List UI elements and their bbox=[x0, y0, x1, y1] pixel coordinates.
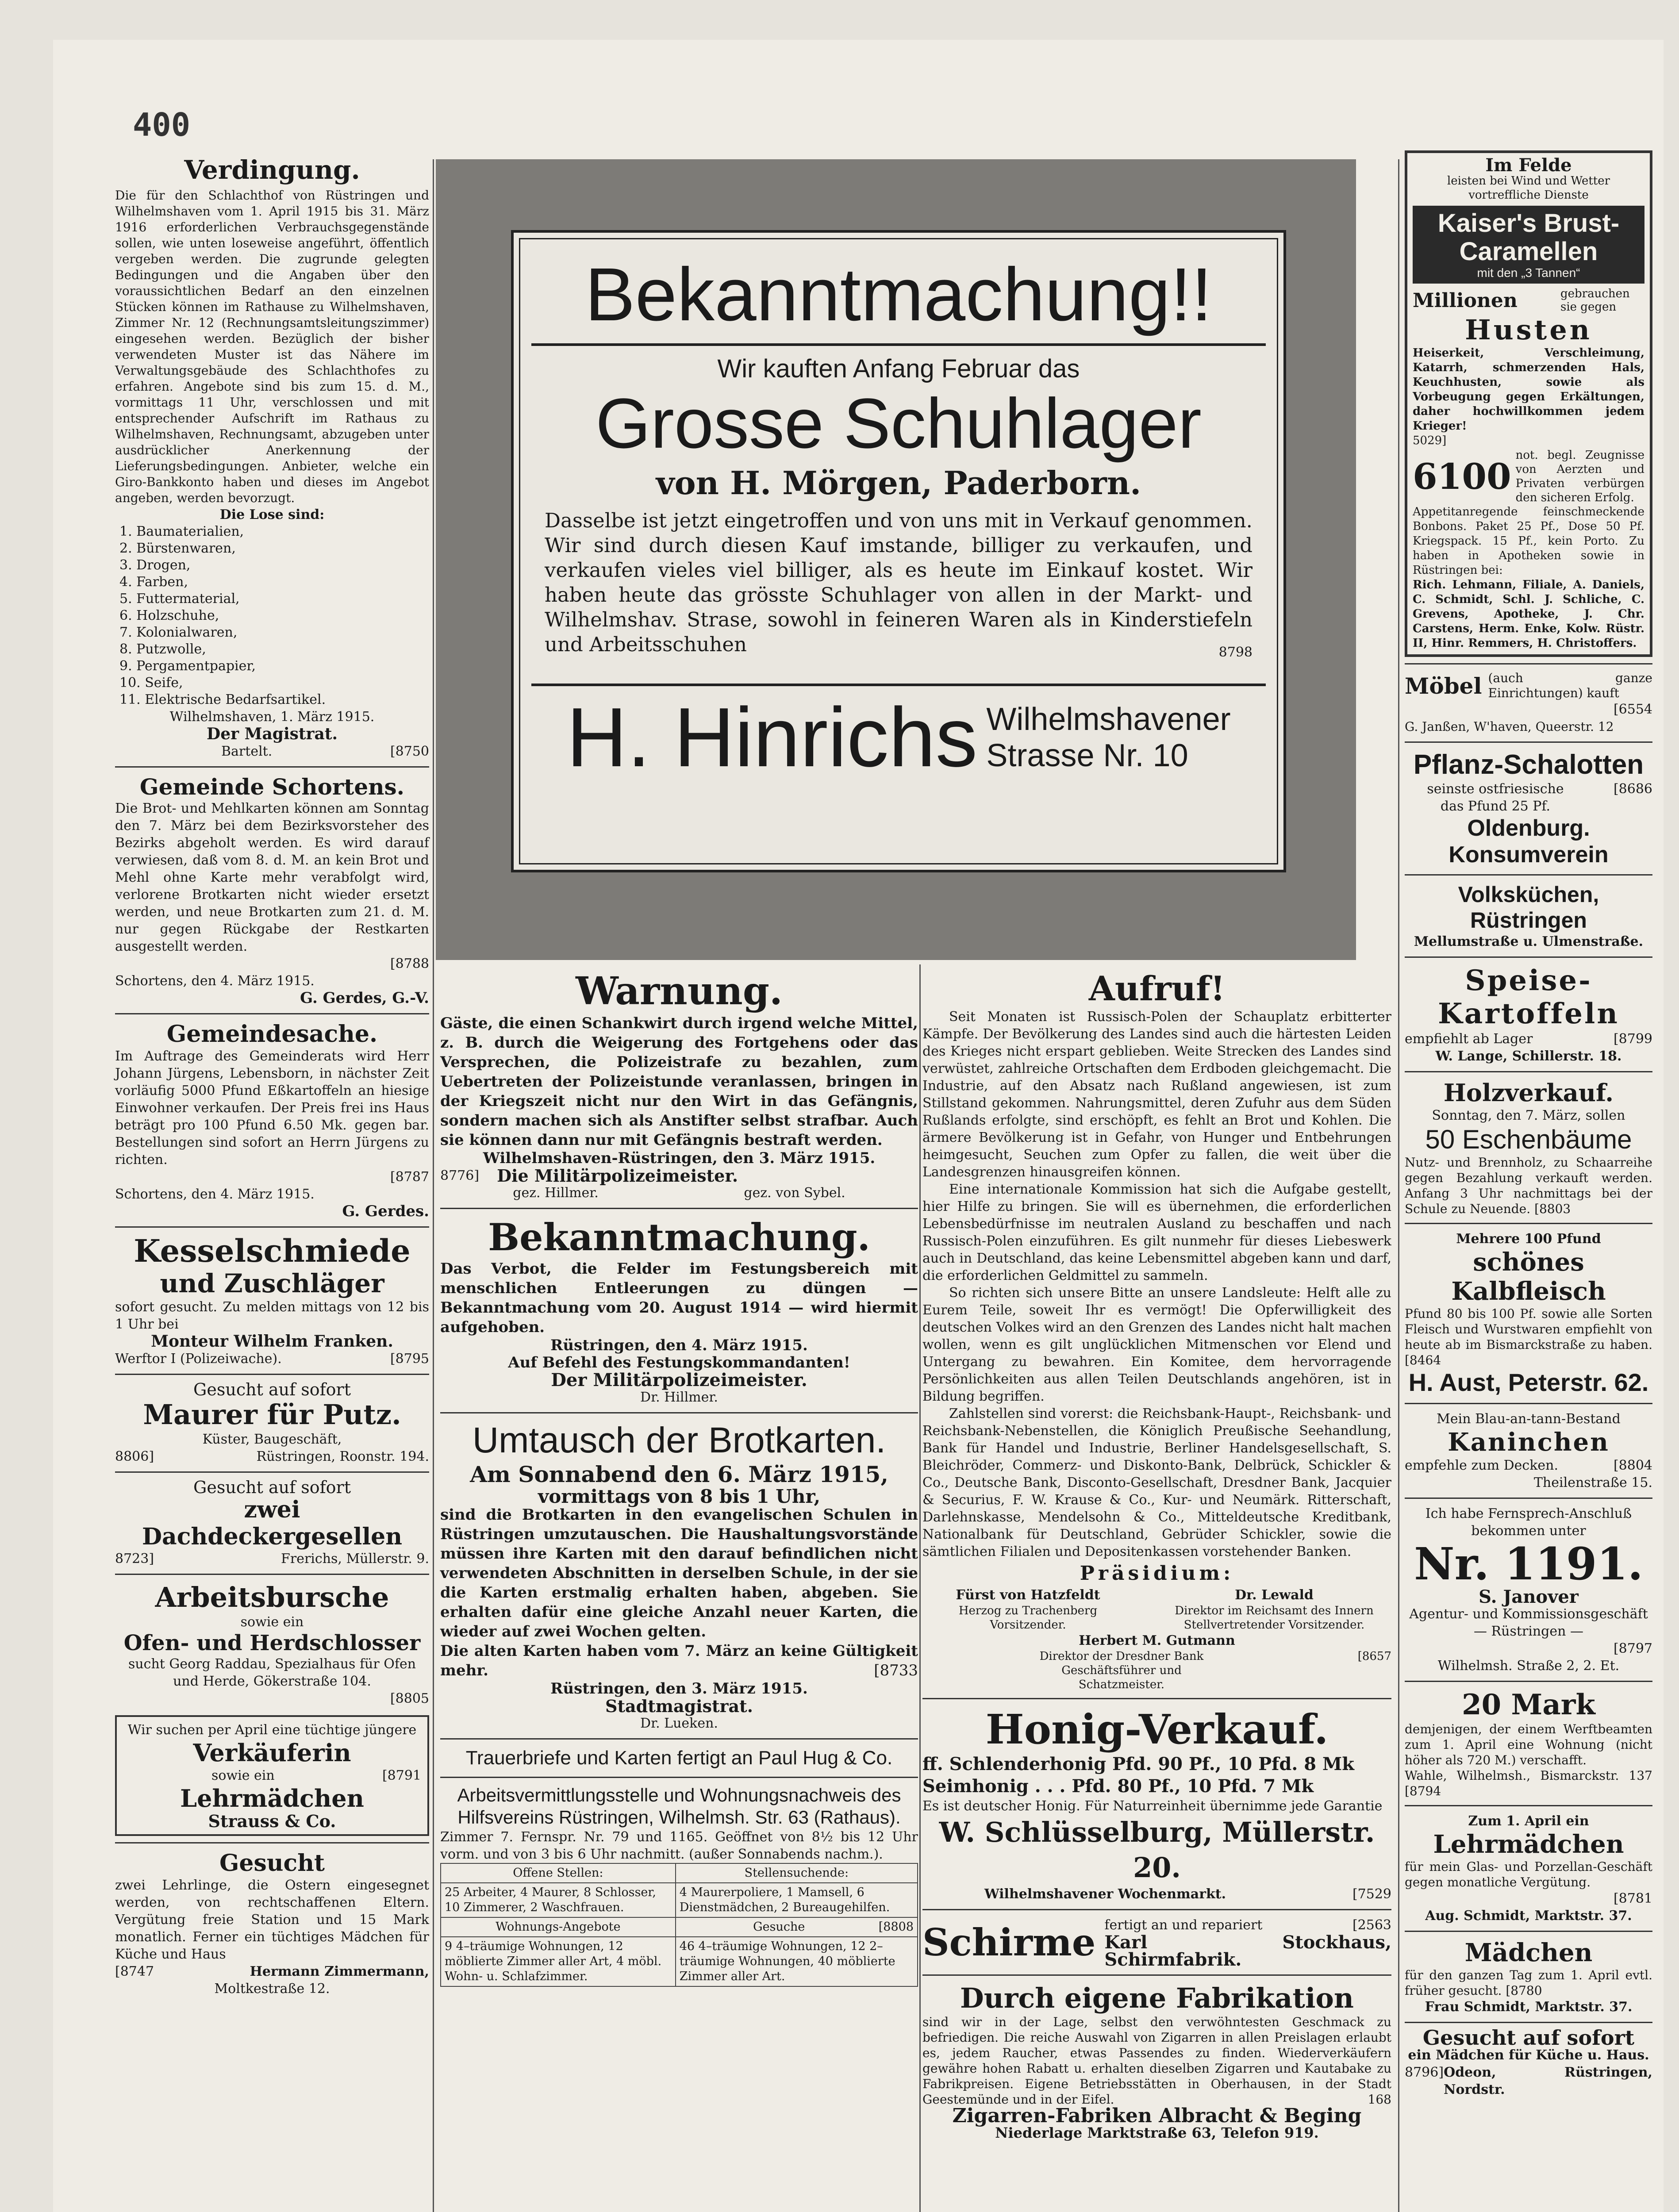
divider bbox=[1405, 1805, 1652, 1806]
divider bbox=[1405, 1931, 1652, 1932]
ad-body: demjenigen, der einem Werftbeamten zum 1. April eine Wohnung (nicht höher als 720 M.) verschafft. bbox=[1405, 1722, 1652, 1767]
ad-number: [6554 bbox=[1613, 702, 1652, 717]
ad-number: [8799 bbox=[1613, 1031, 1652, 1047]
ad-number: [8787 bbox=[390, 1169, 429, 1185]
notice-body: Zimmer 7. Fernspr. Nr. 79 und 1165. Geöffnet von 8½ bis 12 Uhr vorm. und von 3 bis 6 Uhr nachmitt. (außer Sonnabends nachm.). bbox=[440, 1829, 918, 1862]
ad-title: Möbel bbox=[1405, 672, 1482, 699]
table-header: Stellensuchende: bbox=[676, 1863, 918, 1883]
table-row bbox=[441, 1937, 918, 1986]
ad-line: fertigt an und repariert bbox=[1104, 1917, 1263, 1933]
newspaper-page bbox=[53, 40, 1664, 2212]
notice-signer: Der Magistrat. bbox=[207, 725, 338, 743]
kessel-ad bbox=[115, 1234, 429, 1367]
ad-title: Holzverkauf. bbox=[1443, 1079, 1614, 1107]
ad-name: Monteur Wilhelm Franken. bbox=[151, 1332, 393, 1351]
praesidium-label: Präsidium: bbox=[1080, 1562, 1234, 1585]
ad-title: Ofen- und Herdschlosser bbox=[123, 1631, 421, 1655]
notice-body: Die Brot- und Mehlkarten können am Sonntag den 7. März bei dem Bezirksvorsteher des Bezirks abgeholt werden. Es wird darauf verwiesen, daß vom 8. d. M. an kein Brot und Mehl ohne Karte mehr verabfolgt wird, verlorene Brotkarten nicht wieder ersetzt werden, und neue Brotkarten zum 21. d. M. nur gegen Rückgabe der Restkarten ausgestellt werden. bbox=[115, 801, 429, 954]
ad-number: [8791 bbox=[382, 1768, 421, 1783]
divider bbox=[922, 1698, 1391, 1699]
schortens-notice bbox=[115, 774, 429, 1007]
ad-address: Niederlage Marktstraße 63, Telefon 919. bbox=[995, 2124, 1319, 2141]
ad-number: [8780 bbox=[1506, 1983, 1542, 1998]
divider bbox=[1405, 2022, 1652, 2023]
ad-line: Ich habe Fernsprech-Anschluß bekommen unter bbox=[1425, 1506, 1632, 1539]
divider bbox=[1405, 1681, 1652, 1682]
notice-paragraph: Seit Monaten ist Russisch-Polen der Schauplatz erbitterter Kämpfe. Der Bevölkerung des Landes sind auch die härtesten Leiden des Krieges nicht erspart geblieben. Weite Strecken des Landes sind verwüstet, zahlreiche Ortschaften dem Erdboden gleichgemacht. Die Industrie, auf den Absatz nach Rußland angewiesen, ist zum Stillstand gekommen. Nahrungsmittel, deren Zufuhr aus dem Süden Rußlands erfolgte, sind erschöpft, es fehlt an Brot und Kohlen. Die ärmere Bevölkerung ist in Gefahr, von Hunger und Entbehrungen heimgesucht, Seuchen zum Opfer zu fallen, die weit über die Landesgrenzen hinausgreifen können. bbox=[922, 1009, 1391, 1180]
notice-place: Wilhelmshaven-Rüstringen, den 3. März 1915. bbox=[483, 1149, 876, 1167]
ad-number: [8750 bbox=[390, 744, 429, 759]
notice-title: Warnung. bbox=[576, 969, 783, 1014]
ad-body: Pfund 80 bis 100 Pf. sowie alle Sorten Fleisch und Wurstwaren empfiehlt von heute ab im Bismarckstraße zu haben. bbox=[1405, 1306, 1652, 1352]
notice-name: gez. Hillmer. bbox=[513, 1185, 599, 1201]
notice-signer: G. Gerdes, G.-V. bbox=[300, 989, 429, 1007]
ad-address: Theilenstraße 15. bbox=[1533, 1475, 1652, 1490]
brand-banner bbox=[1413, 206, 1644, 284]
ad-body: Agentur- und Kommissionsgeschäft — Rüstringen — bbox=[1409, 1606, 1648, 1639]
column-4 bbox=[1405, 150, 1652, 2098]
ad-big-number: 6100 bbox=[1413, 456, 1511, 497]
ad-title: Lehrmädchen bbox=[1433, 1830, 1624, 1859]
kaisers-ad bbox=[1405, 150, 1652, 657]
table-cell: 9 4–träumige Wohnungen, 12 möblierte Zimmer aller Art, 4 möbl. Wohn- u. Schlafzimmer. bbox=[441, 1937, 676, 1986]
kueche-ad bbox=[1405, 2026, 1652, 2098]
ad-line: seinste ostfriesische das Pfund 25 Pf. bbox=[1427, 781, 1564, 814]
divider bbox=[115, 766, 429, 768]
divider bbox=[922, 1909, 1391, 1910]
aufruf-notice bbox=[922, 969, 1391, 1692]
ad-number: [8464 bbox=[1405, 1353, 1441, 1367]
ad-title: Pflanz-Schalotten bbox=[1413, 749, 1644, 780]
honig-ad bbox=[922, 1705, 1391, 1903]
table-cell: 4 Maurerpoliere, 1 Mamsell, 6 Dienstmädchen, 2 Bureaugehilfen. bbox=[676, 1883, 918, 1917]
signer-role: Direktor im Reichsamt des Innern Stellvertretender Vorsitzender. bbox=[1175, 1604, 1374, 1632]
notice-title: Gemeindesache. bbox=[166, 1021, 378, 1048]
ad-line: Es ist deutscher Honig. Für Naturreinheit übernimme jede Garantie bbox=[922, 1798, 1383, 1814]
notice-body: Das Verbot, die Felder im Festungsbereich mit menschlichen Entleerungen zu düngen — Bekanntmachung vom 20. August 1914 — wird hiermit aufgehoben. bbox=[440, 1260, 918, 1336]
ad-name: S. Janover bbox=[1479, 1586, 1579, 1607]
ad-title: Kesselschmiede bbox=[134, 1233, 411, 1269]
maedchen-ad bbox=[1405, 1938, 1652, 2016]
notice-body: sind die Brotkarten in den evangelischen Schulen in Rüstringen umzutauschen. Die Haushaltungsvorstände müssen ihre Karten mit den darauf befindlichen nicht verwendeten Abschnitten in derselben Schule, in der sie die Karten erstmalig erhalten haben, abgeben. Sie erhalten dafür eine gleiche Anzahl neuer Karten, die wieder auf zwei Wochen gelten. bbox=[440, 1506, 918, 1640]
ad-title: Gesucht bbox=[219, 1850, 325, 1877]
moebel-ad bbox=[1405, 671, 1652, 735]
ad-body: not. begl. Zeugnisse von Aerzten und Privaten verbürgen den sicheren Erfolg. bbox=[1515, 449, 1644, 504]
ad-title: Maurer für Putz. bbox=[143, 1398, 401, 1431]
ad-title: Durch eigene Fabrikation bbox=[960, 1982, 1354, 2014]
table-header: Wohnungs-Angebote bbox=[441, 1917, 676, 1937]
divider bbox=[440, 1738, 918, 1740]
ad-number: [8794 bbox=[1405, 1784, 1441, 1798]
column-1 bbox=[115, 155, 429, 1997]
notice-title: Arbeitsvermittlungsstelle und Wohnungsnachweis des Hilfsvereins Rüstringen, Wilhelmsh. Str. 63 (Rathaus). bbox=[457, 1785, 901, 1828]
notice-place: Rüstringen, den 3. März 1915. bbox=[550, 1680, 808, 1697]
ad-address: Rüstringen, Roonstr. 194. bbox=[256, 1449, 429, 1464]
ad-line: Sonntag, den 7. März, sollen bbox=[1432, 1108, 1625, 1123]
ad-title: zwei Dachdeckergesellen bbox=[142, 1496, 403, 1550]
ad-body: zwei Lehrlinge, die Ostern eingesegnet werden, von rechtschaffenen Eltern. Vergütung freie Station und 15 Mark monatlich. Ferner ein tüchtiges Mädchen für Küche und Haus bbox=[115, 1878, 429, 1962]
notice-line: Die alten Karten haben vom 7. März an keine Gültigkeit mehr. bbox=[440, 1642, 918, 1679]
ad-address: Strasse Nr. 10 bbox=[986, 738, 1188, 773]
ad-number: 8776] bbox=[440, 1168, 480, 1183]
ad-number: [8657 bbox=[1357, 1650, 1391, 1663]
lose-list bbox=[115, 523, 429, 708]
list-item: 2. Bürstenwaren, bbox=[119, 541, 236, 556]
ad-number: [8686 bbox=[1613, 781, 1652, 797]
divider bbox=[1405, 741, 1652, 743]
brand-name: Caramellen bbox=[1459, 237, 1598, 266]
notice-order: Auf Befehl des Festungskommandanten! bbox=[508, 1354, 850, 1371]
notice-place: Wilhelmshaven, 1. März 1915. bbox=[169, 709, 375, 725]
gemeindesache-notice bbox=[115, 1021, 429, 1220]
maurer-ad bbox=[115, 1381, 429, 1465]
schirme-ad bbox=[922, 1916, 1391, 1968]
trauer-ad: Trauerbriefe und Karten fertigt an Paul Hug & Co. bbox=[465, 1747, 893, 1769]
ad-title: Volksküchen, Rüstringen bbox=[1458, 882, 1599, 933]
list-item: 7. Kolonialwaren, bbox=[119, 625, 238, 640]
ad-body: Heiserkeit, Verschleimung, Katarrh, schmerzenden Hals, Keuchhusten, sowie als Vorbeugung gegen Erkältungen, daher hochwillkommen jedem Krieger! bbox=[1413, 346, 1644, 433]
divider bbox=[115, 1013, 429, 1014]
ad-firm: Karl Stockhaus, Schirmfabrik. bbox=[1104, 1932, 1391, 1970]
ad-body: für mein Glas- und Porzellan-Geschäft gegen monatliche Vergütung. bbox=[1405, 1859, 1652, 1889]
speise-ad bbox=[1405, 964, 1652, 1065]
notice-place: Rüstringen, den 4. März 1915. bbox=[550, 1336, 808, 1354]
brand-sub: mit den „3 Tannen“ bbox=[1477, 266, 1580, 280]
ad-address: Wahle, Wilhelmsh., Bismarckstr. 137 bbox=[1405, 1768, 1652, 1783]
pflanz-ad bbox=[1405, 749, 1652, 868]
ad-line: gebrauchen sie gegen bbox=[1560, 287, 1630, 314]
notice-title: Gemeinde Schortens. bbox=[139, 774, 405, 800]
ad-number: 8806] bbox=[115, 1449, 154, 1464]
ad-line: Zum 1. April ein bbox=[1468, 1813, 1589, 1829]
ad-number: [8797 bbox=[1613, 1641, 1652, 1656]
ad-number: 5029] bbox=[1413, 434, 1447, 447]
notice-signer: Die Militärpolizeimeister. bbox=[497, 1166, 738, 1186]
table-header: Gesuche bbox=[753, 1920, 805, 1934]
ad-number: [8808 bbox=[878, 1920, 914, 1934]
ad-number: [8788 bbox=[390, 956, 429, 972]
ad-big-line: 50 Eschenbäume bbox=[1425, 1125, 1632, 1154]
ad-name: G. Janßen, W'haven, Queerstr. 12 bbox=[1405, 719, 1614, 734]
column-rule bbox=[433, 159, 434, 2212]
ad-title: Schirme bbox=[922, 1920, 1096, 1964]
column-rule bbox=[919, 964, 921, 2212]
ad-address: Wilhelmshavener bbox=[986, 702, 1231, 737]
ad-title: Verkäuferin bbox=[193, 1739, 351, 1767]
ad-number: [7529 bbox=[1352, 1886, 1391, 1902]
table-row bbox=[441, 1883, 918, 1917]
ad-address: Moltkestraße 12. bbox=[214, 1981, 330, 1997]
ad-firm: H. Aust, Peterstr. 62. bbox=[1408, 1368, 1649, 1396]
ad-body: Appetitanregende feinschmeckende Bonbons. Paket 25 Pf., Dose 50 Pf. Kriegspack. 15 Pf., kein Porto. Zu haben in Apotheken sowie in Rüstringen bei: bbox=[1413, 505, 1644, 577]
list-item: 4. Farben, bbox=[119, 574, 188, 590]
list-item: 9. Pergamentpapier, bbox=[119, 658, 256, 674]
ad-body: Rich. Lehmann, Filiale, A. Daniels, C. Schmidt, Schl. J. Schliche, C. Grevens, Apotheke, J. Chr. Carstens, Herm. Enke, Kolw. Rüstr. II, Hinr. Remmers, H. Christoffers. bbox=[1413, 578, 1644, 650]
ad-body: sofort gesucht. Zu melden mittags von 12 bis 1 Uhr bei bbox=[115, 1299, 429, 1332]
list-item: 11. Elektrische Bedarfsartikel. bbox=[119, 692, 326, 707]
ad-title: Lehrmädchen bbox=[180, 1784, 364, 1813]
divider bbox=[440, 1412, 918, 1413]
notice-title: Verdingung. bbox=[184, 155, 360, 185]
signer-name: Herbert M. Gutmann bbox=[1079, 1633, 1235, 1648]
table-cell: 25 Arbeiter, 4 Maurer, 8 Schlosser, 10 Zimmerer, 2 Waschfrauen. bbox=[441, 1883, 676, 1917]
ad-line: Seimhonig . . . Pfd. 80 Pf., 10 Pfd. 7 Mk bbox=[922, 1776, 1314, 1797]
ad-name: Aug. Schmidt, Marktstr. 37. bbox=[1425, 1908, 1632, 1924]
ad-title: Arbeitsbursche bbox=[155, 1581, 389, 1613]
hinrichs-ad bbox=[511, 230, 1286, 872]
ad-line: leisten bei Wind und Wetter vortreffliche Dienste bbox=[1447, 174, 1610, 202]
ad-line: Gesucht auf sofort bbox=[193, 1380, 351, 1399]
ad-line: Mein Blau-an-tann-Bestand bbox=[1437, 1411, 1621, 1427]
ad-address: Wilhelmsh. Straße 2, 2. Et. bbox=[1437, 1658, 1620, 1674]
ad-number: [8747 bbox=[115, 1964, 154, 1979]
list-item: 8. Putzwolle, bbox=[119, 641, 206, 657]
table-header: Offene Stellen: bbox=[441, 1863, 676, 1883]
ad-body: Dasselbe ist jetzt eingetroffen und von uns mit in Verkauf genommen. Wir sind durch diesen Kauf imstande, billiger zu verkaufen, und verkaufen vieles viel billiger, als es heute im Einkauf kostet. Wir haben heute das grösste Schuhlager von allen in der Markt- und Wilhelmshav. Strase, sowohl in feineren Waren als in Kinderstiefeln und Arbeitsschuhen bbox=[545, 509, 1253, 656]
volks-ad bbox=[1405, 882, 1652, 950]
signer-role: Direktor der Dresdner Bank Geschäftsführer und Schatzmeister. bbox=[1039, 1650, 1204, 1691]
notice-line: Am Sonnabend den 6. März 1915, bbox=[470, 1461, 888, 1487]
divider bbox=[115, 1842, 429, 1843]
kaninchen-ad bbox=[1405, 1410, 1652, 1491]
ad-title: Speise- bbox=[1465, 964, 1592, 997]
column-3 bbox=[922, 969, 1391, 2142]
notice-name: Bartelt. bbox=[221, 744, 273, 759]
notice-line: vormittags von 8 bis 1 Uhr, bbox=[538, 1486, 821, 1507]
table-cell: 46 4–träumige Wohnungen, 12 2–träumige Wohnungen, 40 möblierte Zimmer aller Art. bbox=[676, 1937, 918, 1986]
ad-number: 8798 bbox=[1218, 645, 1253, 660]
ad-name: Frau Schmidt, Marktstr. 37. bbox=[1425, 1999, 1633, 2015]
divider bbox=[1405, 1071, 1652, 1072]
umtausch-notice bbox=[440, 1420, 918, 1732]
notice-paragraph: Zahlstellen sind vorerst: die Reichsbank-Haupt-, Reichsbank- und Reichsbank-Nebenstellen, die Königlich Preußische Seehandlung, Bank für Handel und Industrie, Berliner Handelsgesellschaft, S. Bleichröder, Commerz- und Diskonto-Bank, Delbrück, Schickler & Co., Deutsche Bank, Disconto-Gesellschaft, Dresdner Bank, Jacquier & Securius, F. W. Krause & Co., Kur- und Neumärk. Ritterschaft, Darlehnskasse, Mendelsohn & Co., Mitteldeutsche Kreditbank, Nationalbank für Deutschland, Gebrüder Schickler, sowie die sämtlichen Filialen und Depositenkassen vorstehender Banken. bbox=[922, 1406, 1391, 1559]
divider bbox=[1405, 956, 1652, 958]
notice-name: gez. von Sybel. bbox=[744, 1185, 845, 1201]
ad-name: Frerichs, Müllerstr. 9. bbox=[281, 1551, 429, 1567]
zigarren-ad bbox=[922, 1982, 1391, 2142]
list-item: 3. Drogen, bbox=[119, 557, 191, 573]
ad-name: Küster, Baugeschäft, bbox=[202, 1432, 342, 1447]
notice-body: Im Auftrage des Gemeinderats wird Herr Johann Jürgens, Lebensborn, in nächster Zeit vorläufig 5000 Pfund Eßkartoffeln an hiesige Einwohner verkaufen. Der Preis frei ins Haus beträgt pro 100 Pfund 6.50 Mk. gegen bar. Bestellungen sind sofort an Herrn Jürgens zu richten. bbox=[115, 1048, 429, 1167]
ad-number: 8796] bbox=[1405, 2065, 1444, 2080]
signer-role: Herzog zu Trachenberg Vorsitzender. bbox=[958, 1604, 1098, 1632]
lose-label: Die Lose sind: bbox=[219, 507, 325, 522]
divider bbox=[922, 1974, 1391, 1976]
divider bbox=[115, 1471, 429, 1473]
notice-title: Bekanntmachung. bbox=[488, 1215, 870, 1259]
ad-title: schönes Kalbfleisch bbox=[1451, 1248, 1606, 1306]
column-rule bbox=[1398, 159, 1399, 2212]
ad-title: Kaninchen bbox=[1448, 1428, 1610, 1457]
holz-ad bbox=[1405, 1079, 1652, 1217]
ad-address: Werftor I (Polizeiwache). bbox=[115, 1351, 282, 1367]
list-item: 10. Seife, bbox=[119, 675, 183, 691]
ad-firm: W. Schlüsselburg, Müllerstr. 20. bbox=[939, 1816, 1375, 1884]
divider bbox=[1405, 1403, 1652, 1404]
ad-firm: Oldenburg. Konsumverein bbox=[1448, 815, 1609, 868]
notice-name: Dr. Hillmer. bbox=[640, 1390, 718, 1405]
ad-title: und Zuschläger bbox=[160, 1268, 384, 1298]
ad-number: [8805 bbox=[390, 1691, 429, 1706]
ad-line: Im Felde bbox=[1485, 155, 1572, 176]
zwanzig-mark-ad bbox=[1405, 1688, 1652, 1799]
hinrichs-ad-frame bbox=[436, 159, 1356, 960]
ad-number: [8781 bbox=[1613, 1891, 1652, 1906]
arbeitsbursche-ad bbox=[115, 1581, 429, 1707]
ad-title: Bekanntmachung!! bbox=[585, 253, 1212, 337]
ad-big-line: 20 Mark bbox=[1462, 1688, 1595, 1721]
ad-firm: Zigarren-Fabriken Albracht & Beging bbox=[952, 2104, 1362, 2127]
divider bbox=[115, 1374, 429, 1375]
notice-paragraph: So richten sich unsere Bitte an unsere Landsleute: Helft alle zu Eurem Teile, soweit Ihr es vermögt! Die Opferwilligkeit des deutschen Volkes wird an den Grenzen des Landes nicht halt machen wollen, wenn es gilt unglücklichen Mitmenschen vor Elend und Untergang zu bewahren. Ein Komitee, dem hervorragende Persönlichkeiten aus allen Teilen Deutschlands angehören, ist in Bildung begriffen. bbox=[922, 1285, 1391, 1404]
lehrmaedchen-ad bbox=[1405, 1813, 1652, 1924]
notice-signer: G. Gerdes. bbox=[342, 1202, 429, 1220]
list-item: 1. Baumaterialien, bbox=[119, 524, 244, 539]
bekanntmachung-notice bbox=[440, 1215, 918, 1406]
notice-place: Schortens, den 4. März 1915. bbox=[115, 973, 315, 989]
ad-line: Gesucht auf sofort bbox=[193, 1478, 351, 1497]
ad-body: sucht Georg Raddau, Spezialhaus für Ofen und Herde, Gökerstraße 104. bbox=[128, 1656, 416, 1689]
notice-name: Dr. Lueken. bbox=[640, 1716, 718, 1731]
verkaeuferin-ad bbox=[115, 1715, 429, 1836]
divider bbox=[1405, 1498, 1652, 1499]
notice-title: Aufruf! bbox=[1088, 969, 1226, 1008]
notice-body: Gäste, die einen Schankwirt durch irgend welche Mittel, z. B. durch die Weigerung des Fortgehens oder das Versprechen, die Polizeistrafe zu bezahlen, zum Uebertreten der Polizeistunde veranlassen, bringen in der Kriegszeit nicht nur den Wirt in das Gefängnis, sondern machen sich als Anstifter selbst strafbar. Auch sie können dann nur mit Gefängnis bestraft werden. bbox=[440, 1014, 918, 1149]
notice-title: Umtausch der Brotkarten. bbox=[472, 1420, 886, 1460]
ad-address: Odeon, Rüstringen, Nordstr. bbox=[1444, 2065, 1652, 2097]
dachdecker-ad bbox=[115, 1479, 429, 1567]
divider bbox=[1405, 663, 1652, 664]
notice-signer: Stadtmagistrat. bbox=[605, 1696, 753, 1716]
ad-number: [8733 bbox=[874, 1662, 918, 1679]
divider bbox=[440, 1208, 918, 1209]
ad-name: W. Lange, Schillerstr. 18. bbox=[1435, 1048, 1622, 1064]
ad-line: Mehrere 100 Pfund bbox=[1456, 1231, 1601, 1247]
warnung-notice bbox=[440, 969, 918, 1202]
kalb-ad bbox=[1405, 1230, 1652, 1397]
ad-number: [8803 bbox=[1534, 1202, 1571, 1216]
ad-number: 8723] bbox=[115, 1551, 154, 1567]
divider bbox=[1405, 874, 1652, 876]
signer-name: Dr. Lewald bbox=[1235, 1587, 1314, 1603]
ad-line: sowie ein bbox=[240, 1614, 304, 1630]
ad-title: Honig-Verkauf. bbox=[985, 1705, 1329, 1753]
ad-body: ein Mädchen für Küche u. Haus. bbox=[1408, 2047, 1649, 2063]
table-row bbox=[441, 1917, 918, 1937]
ad-body: empfehle zum Decken. bbox=[1405, 1458, 1558, 1473]
table-row bbox=[441, 1863, 918, 1883]
ad-name: Hermann Zimmermann, bbox=[250, 1964, 429, 1979]
vermittlung-table bbox=[440, 1863, 918, 1987]
ad-big-line: Nr. 1191. bbox=[1414, 1538, 1643, 1590]
divider bbox=[440, 1777, 918, 1778]
page-number: 400 bbox=[133, 106, 191, 143]
ad-number: [8804 bbox=[1613, 1458, 1652, 1473]
ad-address: Mellumstraße u. Ulmenstraße. bbox=[1414, 934, 1644, 949]
ad-line: von H. Mörgen, Paderborn. bbox=[656, 464, 1141, 502]
ad-line: Gesucht auf sofort bbox=[1422, 2026, 1635, 2050]
divider bbox=[115, 1574, 429, 1575]
ad-line: Wilhelmshavener Wochenmarkt. bbox=[984, 1886, 1226, 1902]
notice-signer: Der Militärpolizeimeister. bbox=[551, 1370, 807, 1390]
ad-line: Wir kauften Anfang Februar das bbox=[717, 354, 1080, 383]
ad-title: Husten bbox=[1465, 314, 1592, 346]
ad-line: empfiehlt ab Lager bbox=[1405, 1031, 1533, 1047]
ad-body: für den ganzen Tag zum 1. April evtl. früher gesucht. bbox=[1405, 1968, 1652, 1998]
list-item: 6. Holzschuhe, bbox=[119, 608, 219, 623]
ad-firm: H. Hinrichs bbox=[566, 691, 978, 784]
signer-name: Fürst von Hatzfeldt bbox=[956, 1587, 1100, 1603]
notice-paragraph: Eine internationale Kommission hat sich die Aufgabe gestellt, hier Hilfe zu bringen. Sie will es übernehmen, die erforderlichen Lebensbedürfnisse im neutralen Ausland zu beschaffen und nach Russisch-Polen einzuführen. Es gilt nunmehr für dieses Liebeswerk auch in Deutschland, das keine Lebensmittel abgeben kann und darf, die erforderlichen Geldmittel zu sammeln. bbox=[922, 1182, 1391, 1283]
ad-number: [2563 bbox=[1352, 1917, 1391, 1933]
verdingung-notice bbox=[115, 155, 429, 760]
ad-line: sowie ein bbox=[211, 1768, 275, 1783]
ad-firm: Strauss & Co. bbox=[208, 1811, 336, 1831]
ad-line: Wir suchen per April eine tüchtige jüngere bbox=[127, 1722, 417, 1738]
notice-place: Schortens, den 4. März 1915. bbox=[115, 1187, 315, 1202]
notice-body: Die für den Schlachthof von Rüstringen und Wilhelmshaven vom 1. April 1915 bis 31. März 1916 erforderlichen Verbrauchsgegenstände sollen, wie unten loseweise angeführt, öffentlich vergeben werden. Die zugrunde gelegten Bedingungen und die Angaben über den voraussichtlichen Bedarf an den einzelnen Stücken können im Rathause zu Wilhelmshaven, Zimmer Nr. 12 (Rechnungsamtsleitungszimmer) eingesehen werden. Bezüglich der bisher verwendeten Muster ist das Nähere im Verwaltungsgebäude des Schlachthofes zu erfahren. Angebote sind bis zum 15. d. M., vormittags 11 Uhr, verschlossen und mit entsprechender Aufschrift im Rathaus zu Wilhelmshaven, Rechnungsamt, abzugeben unter ausdrücklicher Anerkennung der Lieferungsbedingungen. Anbieter, welche ein Giro-Bankkonto haben und dieses im Angebot angeben, werden bevorzugt. bbox=[115, 188, 429, 505]
divider bbox=[1405, 1223, 1652, 1224]
ad-body: Nutz- und Brennholz, zu Schaarreihe gegen Bezahlung verkauft werden. Anfang 3 Uhr nachmittags bei der Schule zu Neuende. bbox=[1405, 1155, 1652, 1216]
fernsprech-ad bbox=[1405, 1505, 1652, 1674]
list-item: 5. Futtermaterial, bbox=[119, 591, 240, 607]
column-2 bbox=[440, 969, 918, 1987]
ad-body: sind wir in der Lage, selbst den verwöhntesten Geschmack zu befriedigen. Die reiche Auswahl von Zigarren in allen Preislagen erlaubt es, jedem Raucher, etwas Passendes zu finden. Wiederverkäufern gewähre hohen Rabatt u. erhalten dieselben Zigarren und Kautabake zu Fabrikpreisen. Eigene Betriebsstätten in Oberhausen, in der Stadt Geestemünde und in der Eifel. bbox=[922, 2015, 1391, 2107]
ad-title: Mädchen bbox=[1464, 1938, 1593, 1967]
gesucht-ad bbox=[115, 1850, 429, 1997]
ad-title: Grosse Schuhlager bbox=[596, 384, 1202, 463]
divider bbox=[115, 1226, 429, 1228]
ad-body: (auch ganze Einrichtungen) kauft bbox=[1488, 671, 1652, 700]
ad-line: ff. Schlenderhonig Pfd. 90 Pf., 10 Pfd. 8 Mk bbox=[922, 1754, 1354, 1774]
arbeitsvermittlung-notice bbox=[440, 1784, 918, 1987]
brand-name: Kaiser's Brust- bbox=[1437, 209, 1620, 238]
ad-line: Millionen bbox=[1413, 289, 1518, 312]
ad-number: [8795 bbox=[390, 1351, 429, 1367]
ad-title: Kartoffeln bbox=[1438, 997, 1619, 1030]
ad-number: 168 bbox=[1368, 2092, 1391, 2107]
